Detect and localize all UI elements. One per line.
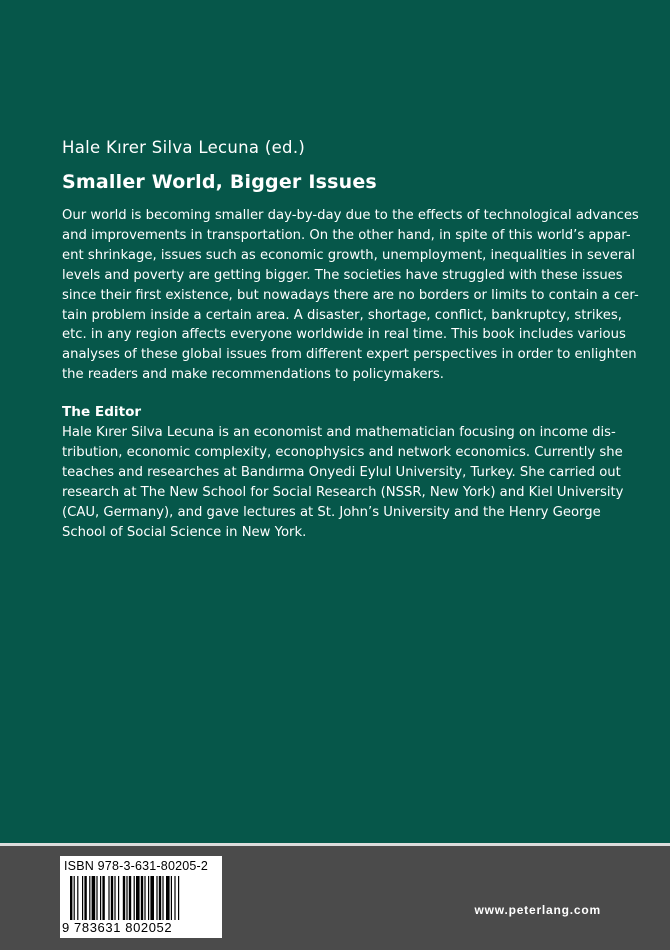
description-line: and improvements in transportation. On the other hand, in spite of this world’s appar- <box>62 227 631 243</box>
isbn-label: ISBN 978-3-631-80205-2 <box>64 859 209 873</box>
book-description <box>62 206 639 385</box>
bio-line: Hale Kırer Silva Lecuna is an economist and mathematician focusing on income dis- <box>62 425 616 440</box>
editor-heading: The Editor <box>62 404 142 420</box>
description-line: since their first existence, but nowadays there are no borders or limits to contain a cer- <box>62 287 639 303</box>
bio-line: (CAU, Germany), and gave lectures at St. John’s University and the Henry George <box>62 504 601 520</box>
publisher-website[interactable]: www.peterlang.com <box>474 903 601 917</box>
barcode-digits: 9 783631 802052 <box>62 920 173 935</box>
description-line: analyses of these global issues from different expert perspectives in order to enlighten <box>62 347 637 363</box>
description-line: ent shrinkage, issues such as economic growth, unemployment, inequalities in several <box>62 247 636 263</box>
editor-name: Hale Kırer Silva Lecuna (ed.) <box>62 138 306 157</box>
bio-line: research at The New School for Social Research (NSSR, New York) and Kiel University <box>62 484 624 500</box>
editor-bio <box>62 423 622 542</box>
isbn-barcode <box>60 856 222 938</box>
description-line: Our world is becoming smaller day-by-day due to the effects of technological advances <box>62 208 639 223</box>
barcode-icon <box>70 876 216 920</box>
book-title: Smaller World, Bigger Issues <box>62 171 377 193</box>
description-line: the readers and make recommendations to policymakers. <box>62 367 444 383</box>
description-line: etc. in any region affects everyone worldwide in real time. This book includes various <box>62 327 626 343</box>
bio-line: tribution, economic complexity, econophysics and network economics. Currently she <box>62 444 623 460</box>
bio-line: teaches and researches at Bandırma Onyedi Eylul University, Turkey. She carried out <box>62 464 621 480</box>
description-line: tain problem inside a certain area. A disaster, shortage, conflict, bankruptcy, strikes, <box>62 307 622 323</box>
description-line: levels and poverty are getting bigger. The societies have struggled with these issues <box>62 267 623 283</box>
bio-line: School of Social Science in New York. <box>62 524 307 540</box>
